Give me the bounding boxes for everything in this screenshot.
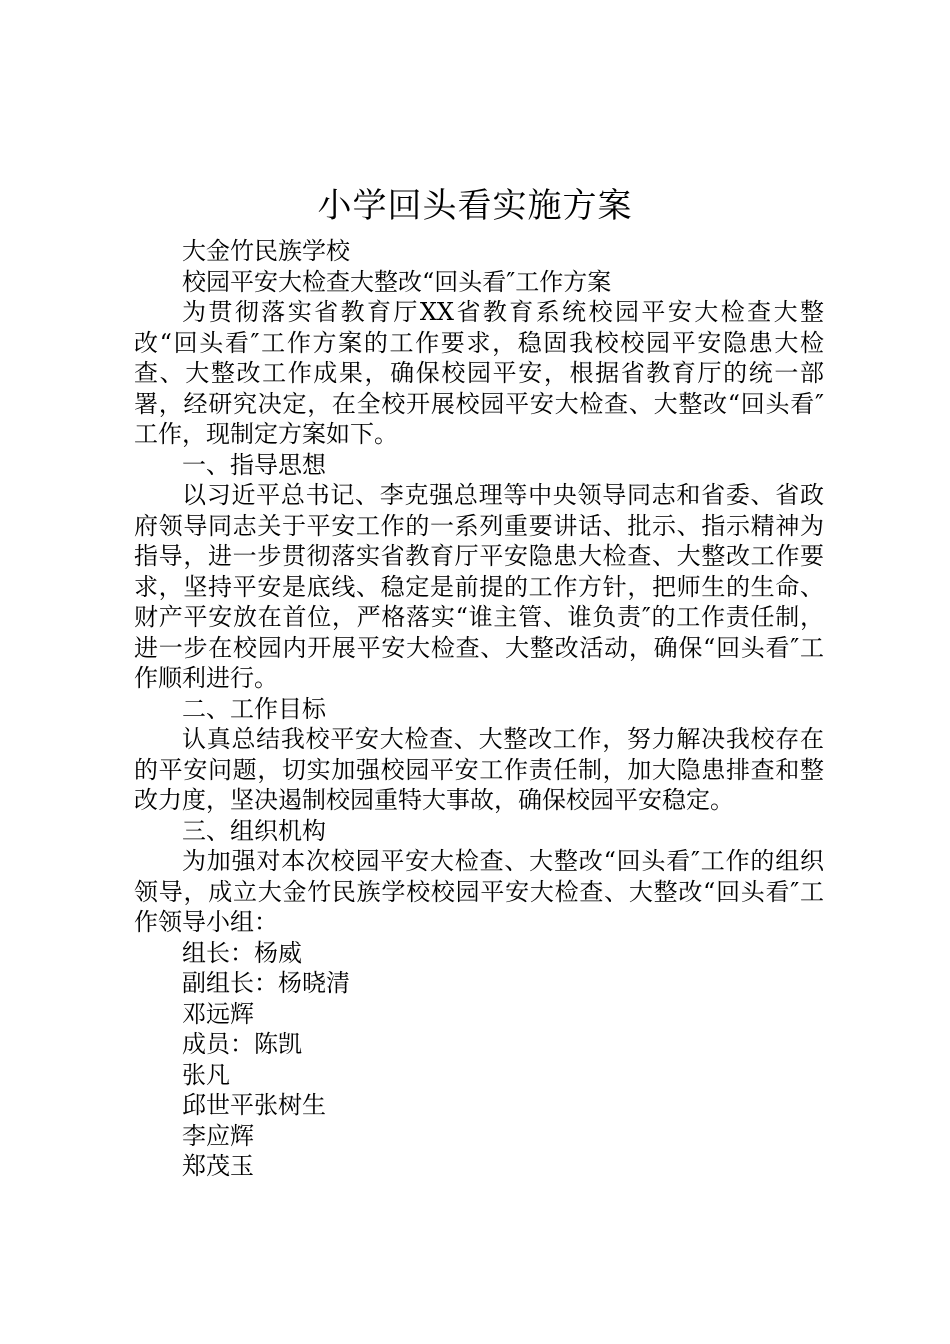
section-text-work-goals: 认真总结我校平安大检查、大整改工作，努力解决我校存在的平安问题，切实加强校园平安工作责任制，加大隐患排查和整改力度，坚决遏制校园重特大事故，确保校园平安稳定。 <box>134 725 824 814</box>
intro-paragraph: 为贯彻落实省教育厅XX省教育系统校园平安大检查大整改“回头看″工作方案的工作要求，稳固我校校园平安隐患大检查、大整改工作成果，确保校园平安，根据省教育厅的统一部署，经研究决定，在全校开展校园平安大检查、大整改“回头看″工作，现制定方案如下。 <box>134 298 824 448</box>
member-deputy-leader-2: 邓远辉 <box>182 999 254 1028</box>
member-item: 郑茂玉 <box>182 1152 254 1180</box>
school-name: 大金竹民族学校 <box>182 237 350 265</box>
member-item: 李应辉 <box>182 1121 254 1150</box>
member-item: 张凡 <box>182 1060 230 1089</box>
section-heading-guiding-ideology: 一、指导思想 <box>182 450 326 479</box>
section-heading-organization: 三、组织机构 <box>182 816 326 845</box>
document-title: 小学回头看实施方案 <box>317 186 633 226</box>
member-deputy-leader: 副组长：杨晓清 <box>182 969 350 997</box>
member-item: 邱世平张树生 <box>182 1091 326 1119</box>
member-leader: 组长：杨威 <box>182 938 302 967</box>
section-heading-work-goals: 二、工作目标 <box>182 694 326 723</box>
member-members-label: 成员：陈凯 <box>182 1030 302 1058</box>
document-subtitle: 校园平安大检查大整改“回头看″工作方案 <box>182 267 612 296</box>
section-text-guiding-ideology: 以习近平总书记、李克强总理等中央领导同志和省委、省政府领导同志关于平安工作的一系列重要讲话、批示、指示精神为指导，进一步贯彻落实省教育厅平安隐患大检查、大整改工作要求，坚持平安是底线、稳定是前提的工作方针，把师生的生命、财产平安放在首位，严格落实“谁主管、谁负责″的工作责任制，进一步在校园内开展平安大检查、大整改活动，确保“回头看″工作顺利进行。 <box>134 481 824 692</box>
document-body <box>134 236 824 1182</box>
section-text-organization: 为加强对本次校园平安大检查、大整改“回头看″工作的组织领导，成立大金竹民族学校校园平安大检查、大整改“回头看″工作领导小组： <box>134 847 824 936</box>
